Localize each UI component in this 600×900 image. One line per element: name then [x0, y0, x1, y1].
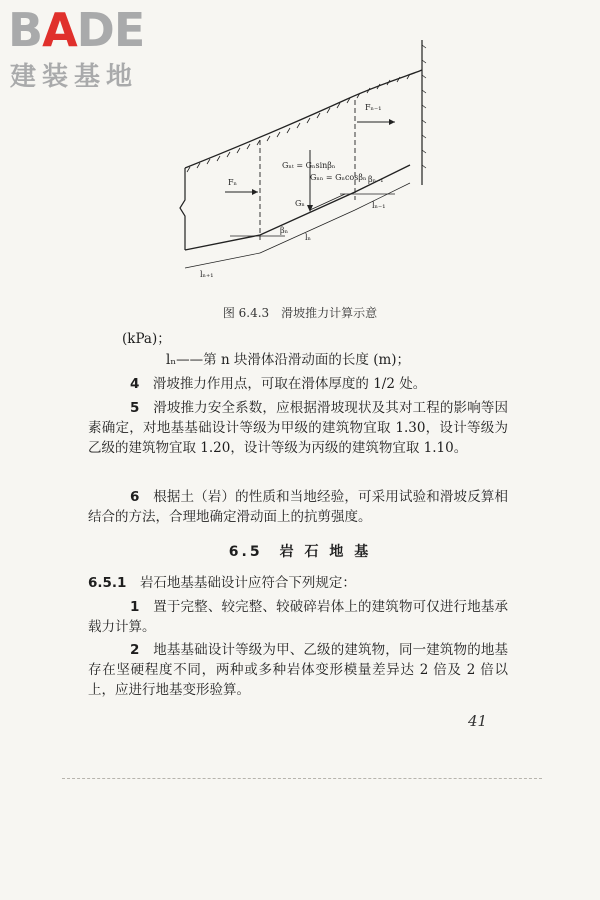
item-4: 4 滑坡推力作用点，可取在滑体厚度的 1/2 处。: [130, 376, 427, 392]
item-5: 5 滑坡推力安全系数，应根据滑坡现状及其对工程的影响等因素确定，对地基基础设计等级为甲级的建筑物宜取 1.30，设计等级为乙级的建筑物宜取 1.20，设计等级为丙级的建筑物宜取 1.10。: [88, 400, 509, 456]
clause-item-2: 2 地基基础设计等级为甲、乙级的建筑物，同一建筑物的地基存在坚硬程度不同，两种或多种岩体变形模量差异达 2 倍及 2 倍以上，应进行地基变形验算。: [88, 642, 509, 698]
clause-6-5-1: 6.5.1 岩石地基基础设计应符合下列规定：: [88, 575, 356, 591]
item-6: 6 根据土（岩）的性质和当地经验，可采用试验和滑坡反算相结合的方法，合理地确定滑动面上的抗剪强度。: [88, 489, 509, 525]
label-l-n-minus-1: lₙ₋₁: [372, 201, 386, 210]
logo-wordmark: BADE: [8, 3, 145, 57]
figure-caption: 图 6.4.3 滑坡推力计算示意: [222, 306, 378, 320]
label-g-nn: Gₙₙ = Gₙcosβₙ: [310, 173, 367, 182]
label-f-n-minus-1: Fₙ₋₁: [365, 103, 382, 112]
label-f-n: Fₙ: [228, 178, 238, 187]
label-g-n: Gₙ: [295, 199, 305, 208]
page-number: 41: [468, 712, 488, 730]
ground-surface: [185, 70, 422, 168]
label-l-n: lₙ: [305, 233, 312, 242]
logo-subtitle: 建装基地: [10, 62, 139, 92]
site-logo: [8, 3, 178, 96]
clause-item-1: 1 置于完整、较完整、较破碎岩体上的建筑物可仅进行地基承载力计算。: [88, 599, 509, 635]
section-title: 6.5 岩 石 地 基: [228, 544, 372, 560]
bottom-divider: [62, 778, 542, 779]
ground-hatching: [187, 74, 410, 172]
label-beta-n-minus-1: βₙ₋₁: [368, 175, 384, 184]
unit-kpa-line: (kPa)；: [122, 331, 171, 347]
left-boundary: [180, 168, 185, 250]
label-g-nt: Gₙₜ = Gₙsinβₙ: [282, 161, 336, 170]
landslide-thrust-diagram: [170, 40, 440, 290]
label-l-n-plus-1: lₙ₊₁: [200, 270, 214, 279]
label-beta-n: βₙ: [280, 226, 289, 235]
ln-definition: lₙ——第 n 块滑体沿滑动面的长度 (m)；: [166, 352, 411, 368]
